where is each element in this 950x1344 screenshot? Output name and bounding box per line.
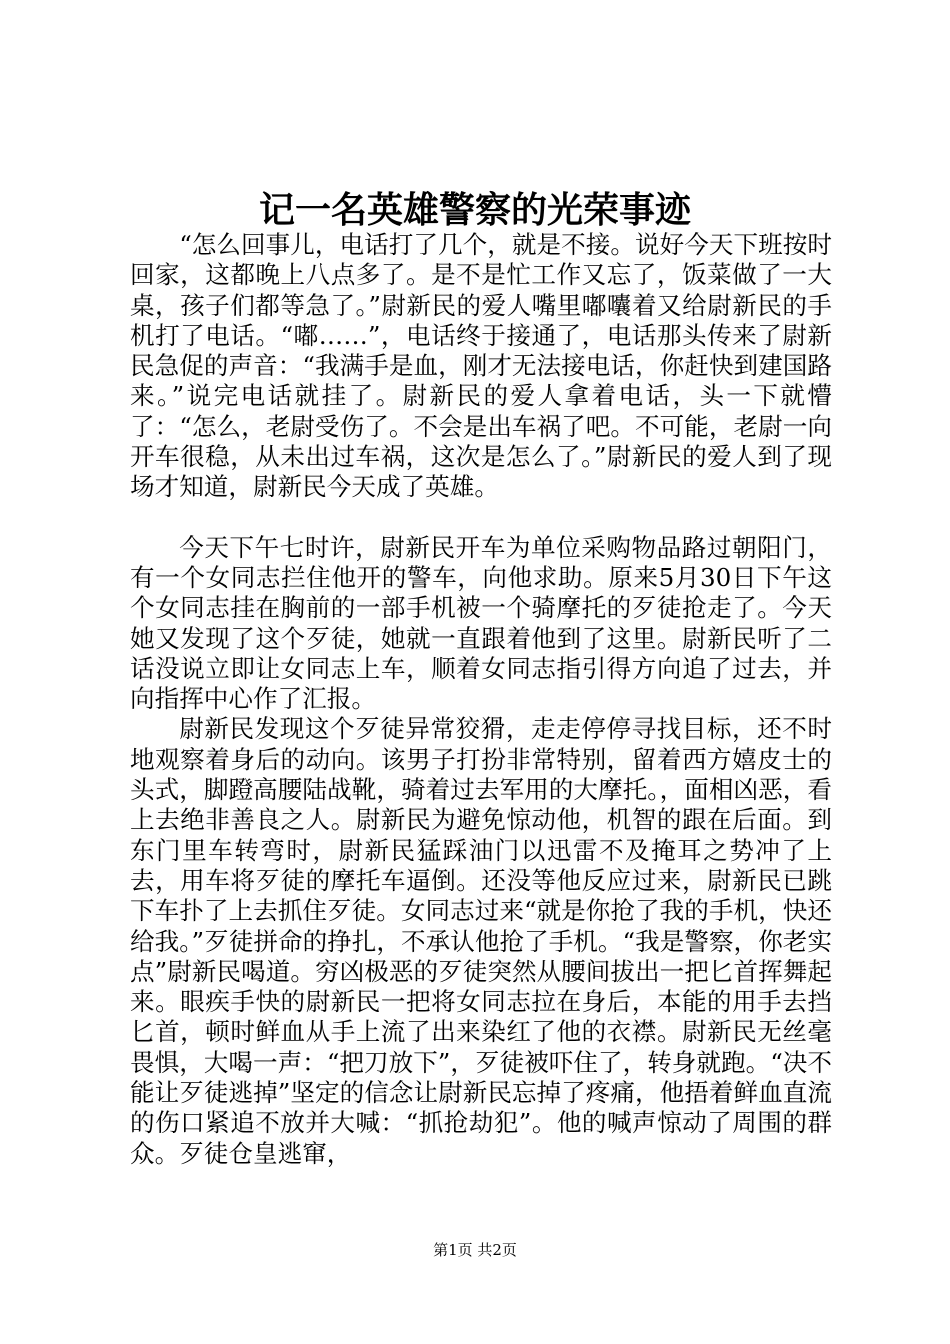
paragraph-1: “怎么回事儿，电话打了几个，就是不接。说好今天下班按时回家，这都晚上八点多了。是不是忙工作又忘了，饭菜做了一大桌，孩子们都等急了。”尉新民的爱人嘴里嘟囔着又给尉新民的手机打了电话。“嘟……”，电话终于接通了，电话那头传来了尉新民急促的声音：“我满手是血，刚才无法接电话，你赶快到建国路来。”说完电话就挂了。尉新民的爱人拿着电话，头一下就懵了：“怎么，老尉受伤了。不会是出车祸了吧。不可能，老尉一向开车很稳，从未出过车祸，这次是怎么了。”尉新民的爱人到了现场才知道，尉新民今天成了英雄。 [130,230,832,502]
document-body [130,230,832,1169]
paragraph-3: 尉新民发现这个歹徒异常狡猾，走走停停寻找目标，还不时地观察着身后的动向。该男子打扮非常特别，留着西方嬉皮士的头式，脚蹬高腰陆战靴，骑着过去军用的大摩托。，面相凶恶，看上去绝非善良之人。尉新民为避免惊动他，机智的跟在后面。到东门里车转弯时，尉新民猛踩油门以迅雷不及掩耳之势冲了上去，用车将歹徒的摩托车逼倒。还没等他反应过来，尉新民已跳下车扑了上去抓住歹徒。女同志过来“就是你抢了我的手机，快还给我。”歹徒拼命的挣扎，不承认他抢了手机。“我是警察，你老实点”尉新民喝道。穷凶极恶的歹徒突然从腰间拔出一把匕首挥舞起来。眼疾手快的尉新民一把将女同志拉在身后，本能的用手去挡匕首，顿时鲜血从手上流了出来染红了他的衣襟。尉新民无丝毫畏惧，大喝一声：“把刀放下”，歹徒被吓住了，转身就跑。“决不能让歹徒逃掉”坚定的信念让尉新民忘掉了疼痛，他捂着鲜血直流的伤口紧追不放并大喊：“抓抢劫犯”。他的喊声惊动了周围的群众。歹徒仓皇逃窜， [130,714,832,1168]
page-footer: 第1页 共2页 [433,1241,517,1259]
document-title: 记一名英雄警察的光荣事迹 [258,189,691,231]
paragraph-2: 今天下午七时许，尉新民开车为单位采购物品路过朝阳门，有一个女同志拦住他开的警车，向他求助。原来5月30日下午这个女同志挂在胸前的一部手机被一个骑摩托的歹徒抢走了。今天她又发现了这个歹徒，她就一直跟着他到了这里。尉新民听了二话没说立即让女同志上车，顺着女同志指引得方向追了过去，并向指挥中心作了汇报。 [130,532,832,714]
paragraph-spacer [130,503,832,533]
